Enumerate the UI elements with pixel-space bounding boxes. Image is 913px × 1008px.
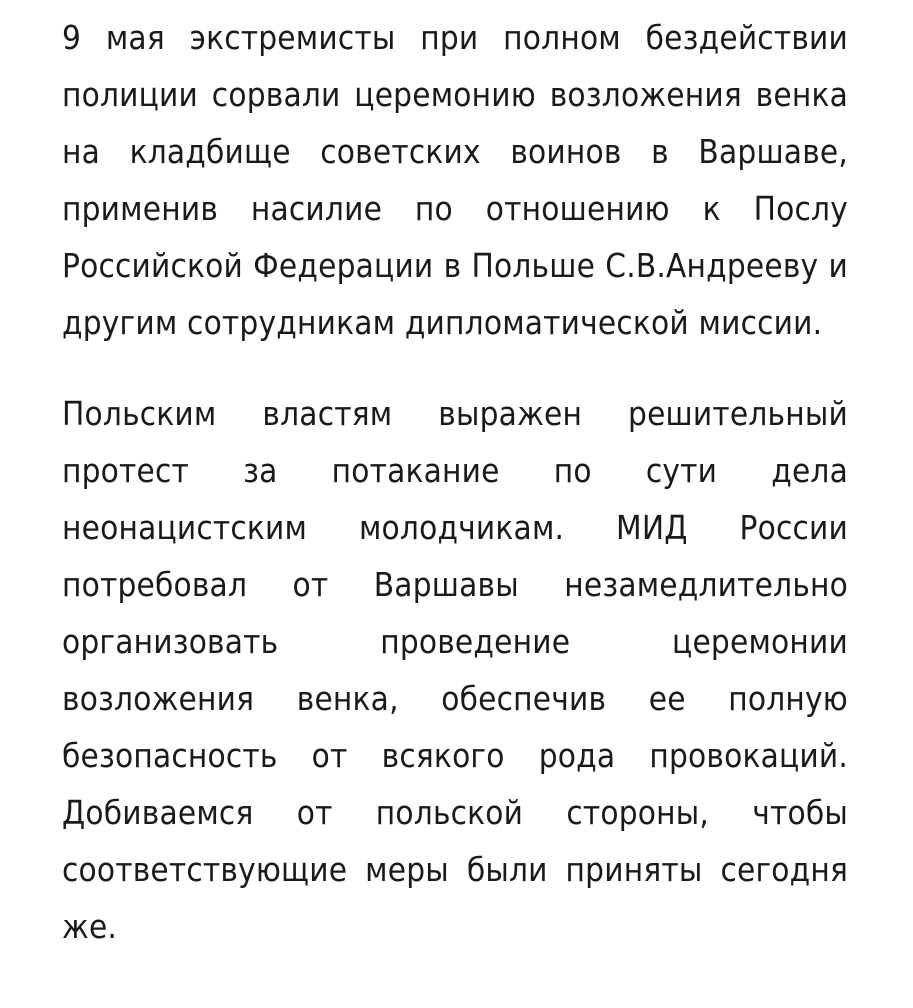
article-body [62, 9, 848, 955]
paragraph-incident: 9 мая экстремисты при полном бездействии полиции сорвали церемонию возложения венка на кладбище советских воинов в Варшаве, применив насилие по отношению к Послу Российской Федерации в Польше С.В.Андрееву и другим сотрудникам дипломатической миссии. [62, 18, 848, 342]
paragraph-protest: Польским властям выражен решительный протест за потакание по сути дела неонацистским молодчикам. МИД России потребовал от Варшавы незамедлительно организовать проведение церемонии возложения венка, обеспечив ее полную безопасность от всякого рода провокаций. Добиваемся от польской стороны, чтобы соответствующие меры были приняты сегодня же. [62, 394, 848, 946]
